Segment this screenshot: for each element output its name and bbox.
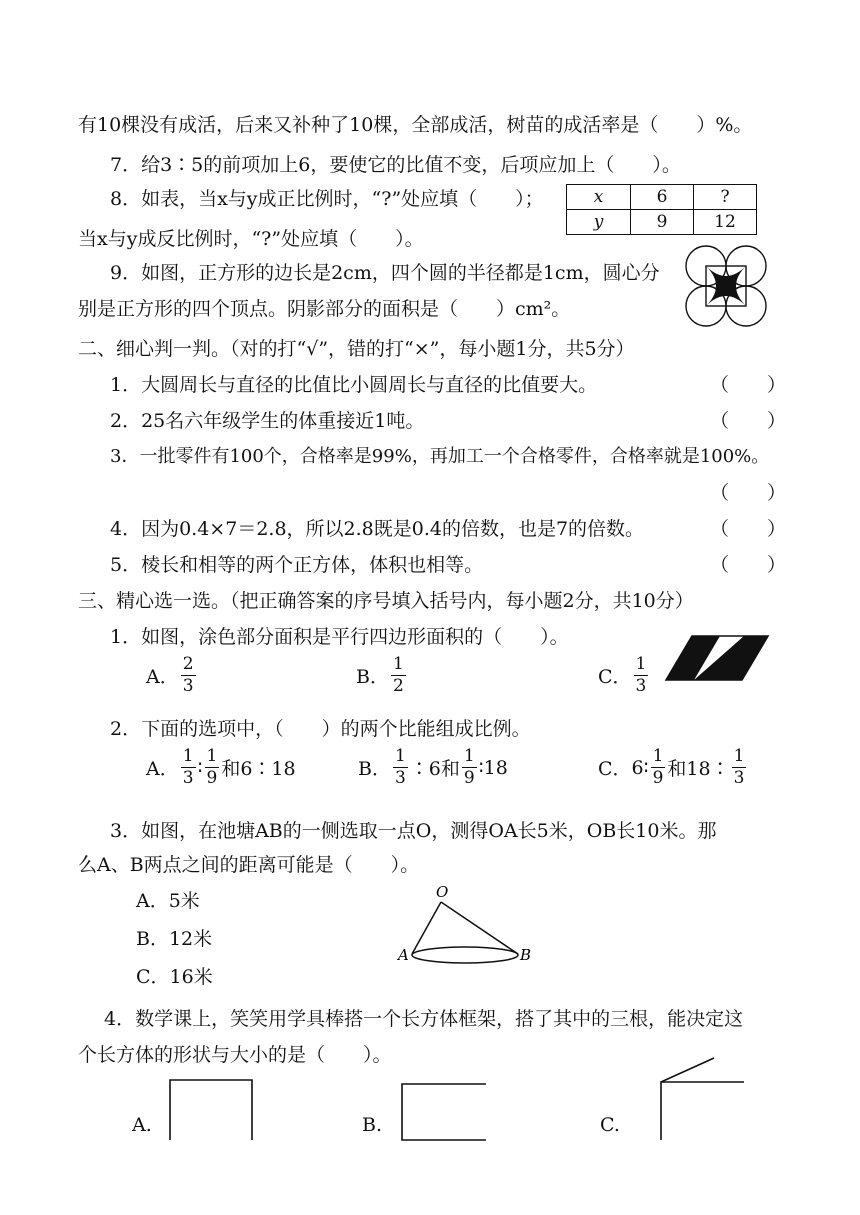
parallelogram-figure [662, 634, 772, 684]
answer-paren: （ ） [710, 374, 787, 396]
table-cell: 6 [631, 185, 694, 210]
fraction [181, 656, 196, 695]
q1-option-b [356, 656, 408, 695]
fraction [462, 748, 477, 787]
option-tail: 和6∶18 [221, 758, 296, 780]
judge-item-3: 3．一批零件有100个，合格率是99%，再加工一个合格零件，合格率就是100%。 [110, 446, 770, 467]
table-row-y [567, 210, 757, 235]
sticks-shape [402, 1084, 486, 1140]
pond-figure [396, 882, 546, 972]
frame-figure-c [656, 1054, 752, 1144]
q3-option-c: C．16米 [136, 966, 213, 988]
q3-option-b: B．12米 [136, 928, 213, 950]
fraction [651, 748, 666, 787]
fraction-numerator: 1 [635, 654, 647, 674]
choice-q2: 2．下面的选项中，（ ）的两个比能组成比例。 [110, 718, 531, 740]
fraction-denominator: 9 [463, 768, 475, 788]
option-tail: ∶18 [478, 756, 508, 779]
fraction-denominator: 9 [652, 768, 664, 788]
fraction [205, 748, 220, 787]
q1-option-c [598, 656, 650, 695]
slanted-stick [661, 1058, 714, 1082]
choice-q4-line1: 4．数学课上，笑笑用学具棒搭一个长方体框架，搭了其中的三根，能决定这 [104, 1008, 744, 1030]
option-mid: ∶6和 [409, 758, 460, 780]
fraction-numerator: 2 [182, 654, 194, 674]
option-label: C． [598, 666, 632, 688]
q4-option-a: A. [132, 1114, 152, 1136]
option-head: 6∶ [631, 756, 649, 779]
fraction-numerator: 1 [733, 746, 745, 766]
judge-item-4: 4．因为0.4×7＝2.8，所以2.8既是0.4的倍数，也是7的倍数。 [110, 518, 645, 540]
q4-option-c: C. [600, 1114, 620, 1136]
fraction-denominator: 3 [635, 676, 647, 696]
table-cell: y [567, 210, 631, 235]
q3-option-a: A．5米 [136, 890, 200, 912]
circles-square-figure [686, 246, 766, 326]
point-label-b: B [520, 946, 532, 964]
judge-item-1: 1．大圆周长与直径的比值比小圆周长与直径的比值要大。 [110, 374, 598, 396]
table-row-x [567, 185, 757, 210]
section3-heading: 三、精心选一选。（把正确答案的序号填入括号内，每小题2分，共10分） [78, 590, 694, 612]
pond-ellipse [412, 947, 518, 963]
q6-continuation: 有10棵没有成活，后来又补种了10棵，全部成活，树苗的成活率是（ ）%。 [78, 114, 753, 136]
ratio-sign: ∶ [197, 756, 203, 779]
q2-option-b [358, 748, 508, 787]
option-label: A． [146, 758, 179, 780]
fraction [391, 656, 406, 695]
segment-ob [441, 902, 518, 954]
option-label: A． [146, 666, 179, 688]
answer-paren: （ ） [710, 482, 787, 504]
fraction [181, 748, 196, 787]
sticks-shape [661, 1082, 744, 1140]
q2-option-c [598, 748, 748, 787]
answer-paren: （ ） [710, 410, 787, 432]
table-cell: 9 [631, 210, 694, 235]
q9-line1: 9．如图，正方形的边长是2cm，四个圆的半径都是1cm，圆心分 [110, 262, 660, 284]
q7-text: 7．给3∶5的前项加上6，要使它的比值不变，后项应加上（ ）。 [110, 154, 681, 176]
frame-figure-a [166, 1076, 256, 1146]
fraction-denominator: 3 [182, 768, 194, 788]
choice-q4-line2: 个长方体的形状与大小的是（ ）。 [78, 1044, 392, 1066]
fraction-denominator: 2 [392, 676, 404, 696]
choice-q1: 1．如图，涂色部分面积是平行四边形面积的（ ）。 [110, 626, 569, 648]
q8-line2: 当x与y成反比例时，“?”处应填（ ）。 [78, 228, 424, 250]
judge-item-5: 5．棱长和相等的两个正方体，体积也相等。 [110, 554, 484, 576]
option-label: B． [358, 758, 391, 780]
fraction-numerator: 1 [652, 746, 664, 766]
section2-heading: 二、细心判一判。（对的打“√”，错的打“×”，每小题1分，共5分） [78, 338, 635, 360]
shaded-region [706, 266, 746, 306]
fraction [634, 656, 649, 695]
fraction-denominator: 9 [206, 768, 218, 788]
answer-paren: （ ） [710, 518, 787, 540]
fraction [393, 748, 408, 787]
q8-line1: 8．如表，当x与y成正比例时，“?”处应填（ ）； [110, 188, 544, 210]
q8-table [566, 184, 757, 235]
fraction-denominator: 3 [394, 768, 406, 788]
table-cell: x [567, 185, 631, 210]
q2-option-a [146, 748, 296, 787]
choice-q3-line1: 3．如图，在池塘AB的一侧选取一点O，测得OA长5米，OB长10米。那 [110, 820, 717, 842]
fraction-numerator: 1 [392, 654, 404, 674]
sticks-shape [170, 1080, 252, 1140]
fraction-denominator: 3 [182, 676, 194, 696]
fraction-numerator: 1 [394, 746, 406, 766]
frame-figure-b [398, 1080, 490, 1144]
option-mid: 和18∶ [667, 758, 730, 780]
q9-line2: 别是正方形的四个顶点。阴影部分的面积是（ ）cm²。 [78, 298, 571, 320]
answer-paren: （ ） [710, 554, 787, 576]
table-cell: 12 [694, 210, 757, 235]
point-label-o: O [436, 883, 449, 901]
q4-option-b: B. [362, 1114, 383, 1136]
judge-item-2: 2．25名六年级学生的体重接近1吨。 [110, 410, 425, 432]
table-cell: ? [694, 185, 757, 210]
fraction-numerator: 1 [182, 746, 194, 766]
option-label: B． [356, 666, 389, 688]
fraction [732, 748, 747, 787]
fraction-numerator: 1 [206, 746, 218, 766]
choice-q3-line2: 么A、B两点之间的距离可能是（ ）。 [78, 854, 420, 876]
segment-oa [412, 902, 441, 954]
q1-option-a [146, 656, 198, 695]
option-label: C． [598, 758, 632, 780]
point-label-a: A [398, 946, 409, 964]
fraction-denominator: 3 [733, 768, 745, 788]
fraction-numerator: 1 [463, 746, 475, 766]
